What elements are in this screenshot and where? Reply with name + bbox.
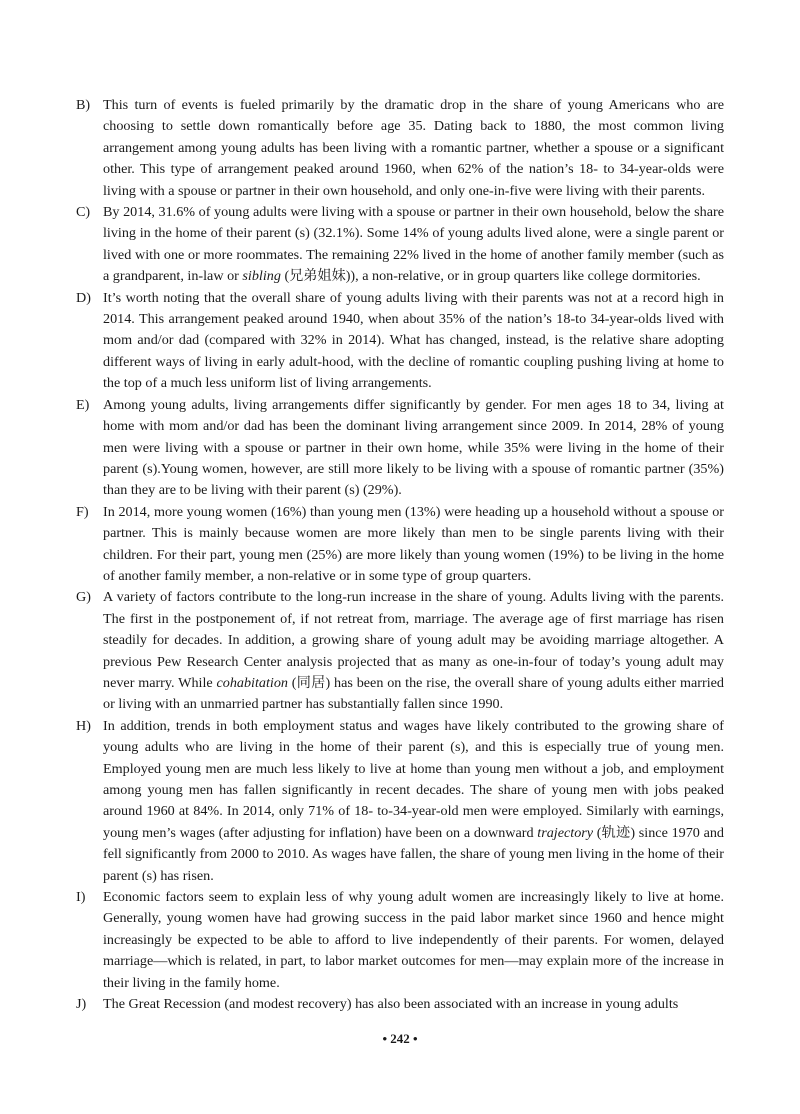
paragraph-text — [103, 95, 724, 202]
paragraph-text — [103, 288, 724, 395]
text-run: By 2014, 31.6% of young adults were living with a spouse or partner in their own household, below the share living in the home of their parent (s) (32.1%). Some 14% of young adults lived alone, were a single parent or lived with one or more roommates. The remaining 22% lived in the home of another family member (such as a grandparent, in-law or — [103, 204, 724, 285]
page-number: • 242 • — [382, 1031, 418, 1046]
paragraph-letter: F) — [76, 503, 89, 520]
text-run: (兄弟姐妹)), a non-relative, or in group quarters like college dormitories. — [280, 268, 701, 285]
paragraph-g — [76, 587, 724, 715]
text-run: In addition, trends in both employment status and wages have likely contributed to the growing share of young adults who are living in the home of their parent (s), and this is especially true of young men. Employed young men are much less likely to live at home than young men without a job, and employment among young men has fallen significantly in recent decades. The share of young men with jobs peaked around 1960 at 84%. In 2014, only 71% of 18- to-34-year-old men were employed. Similarly with earnings, young men’s wages (after adjusting for inflation) have been on a downward — [103, 717, 724, 841]
paragraph-letter: E) — [76, 396, 90, 413]
paragraph-letter: G) — [76, 589, 91, 606]
paragraph-text — [103, 202, 724, 288]
text-run: Economic factors seem to explain less of why young adult women are increasingly likely to live at home. Generally, young women have had growing success in the paid labor market since 1960 and hence might increasingly be expected to be able to afford to live independently of their parents. For women, delayed marriage—which is related, in part, to labor market outcomes for men—may explain more of the increase in their living in the family home. — [103, 889, 724, 991]
text-run: In 2014, more young women (16%) than young men (13%) were heading up a household without a spouse or partner. This is mainly because women are more likely than men to be single parents living with their children. For their part, young men (25%) are more likely than young women (19%) to be living in the home of another family member, a non-relative or in some type of group quarters. — [103, 503, 724, 584]
paragraph-letter: B) — [76, 97, 91, 113]
text-run: It’s worth noting that the overall share of young adults living with their parents was not at a record high in 2014. This arrangement peaked around 1940, when about 35% of the nation’s 18-to 34-year-olds lived with mom and/or dad (compared with 32% in 2014). What has changed, instead, is the relative share adopting different ways of living in early adult-hood, with the decline of romantic coupling pushing living at home to the top of a much less uniform list of living arrangements. — [103, 289, 724, 392]
paragraph-text — [103, 395, 724, 502]
paragraph-text — [103, 587, 724, 715]
paragraph-f — [76, 502, 724, 588]
paragraph-letter: C) — [76, 204, 91, 221]
paragraph-text — [103, 887, 724, 994]
italic-term: cohabitation — [216, 674, 288, 691]
paragraph-h — [76, 716, 724, 887]
italic-term: sibling — [242, 268, 281, 285]
text-run: This turn of events is fueled primarily by the dramatic drop in the share of young Americans who are choosing to settle down romantically before age 35. Dating back to 1880, the most common living arrangement among young adults has been living with a romantic partner, whether a spouse or a significant other. This type of arrangement peaked around 1960, when 62% of the nation’s 18- to 34-year-olds were living with a spouse or partner in their own household, and only one-in-five were living with their parents. — [103, 97, 724, 199]
text-run: Among young adults, living arrangements differ significantly by gender. For men ages 18 to 34, living at home with mom and/or dad has been the dominant living arrangement since 2009. In 2014, 28% of young men were living with a spouse or partner in their own home, while 35% were living in the home of their parent (s).Young women, however, are still more likely to be living with a spouse of romantic partner (35%) than they are to be living with their parent (s) (29%). — [103, 396, 724, 499]
paragraph-text — [103, 502, 724, 588]
paragraph-letter: H) — [76, 717, 91, 734]
text-run: (同居) has been on the rise, the overall share of young adults either married or living with an unmarried partner has substantially fallen since 1990. — [103, 674, 724, 713]
paragraph-letter: I) — [76, 889, 86, 906]
article-body — [76, 95, 724, 1015]
text-run: The Great Recession (and modest recovery) has also been associated with an increase in young adults — [103, 996, 679, 1013]
text-run: A variety of factors contribute to the long-run increase in the share of young. Adults living with the parents. The first in the postponement of, if not retreat from, marriage. The average age of first marriage has risen steadily for decades. In addition, a growing share of young adult may be avoiding marriage altogether. A previous Pew Research Center analysis projected that as many as one-in-four of today’s young adult may never marry. While — [103, 589, 724, 691]
paragraph-letter: J) — [76, 996, 87, 1013]
text-run: (轨迹) since 1970 and fell significantly from 2000 to 2010. As wages have fallen, the share of young men living in the home of their parent (s) has risen. — [103, 824, 724, 884]
paragraph-letter: D) — [76, 289, 91, 306]
paragraph-text — [103, 716, 724, 887]
italic-term: trajectory — [537, 824, 594, 841]
paragraph-text — [103, 994, 724, 1015]
paragraph-c — [76, 202, 724, 288]
paragraph-e — [76, 395, 724, 502]
paragraph-b — [76, 95, 724, 202]
paragraph-i — [76, 887, 724, 994]
paragraph-d — [76, 288, 724, 395]
paragraph-j — [76, 994, 724, 1015]
